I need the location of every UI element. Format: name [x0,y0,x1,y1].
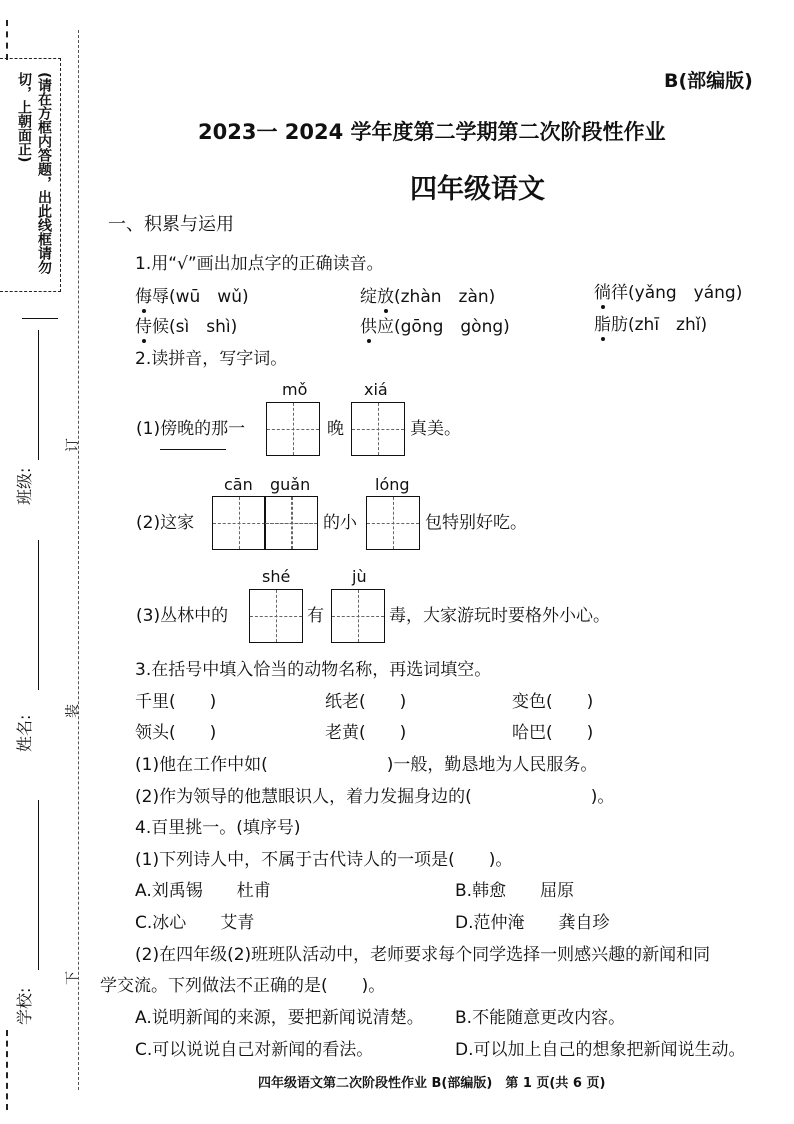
tianzige-box[interactable] [366,496,420,550]
q4-option[interactable]: B.韩愈 屈原 [455,881,575,901]
q4-p1[interactable]: (1)下列诗人中，不属于古代诗人的一项是( )。 [135,850,513,870]
school-field[interactable] [38,800,39,970]
q4-option[interactable]: A.刘禹锡 杜甫 [135,881,271,901]
q3-word[interactable]: 哈巴( ) [512,723,594,743]
tianzige-box[interactable] [264,496,318,550]
q3-word[interactable]: 变色( ) [512,692,594,712]
q4-option[interactable]: D.范仲淹 龚自珍 [455,913,610,933]
ding-mark: 订 [65,438,81,452]
cut-line [78,30,79,1090]
pinyin: jù [352,567,367,586]
section-heading: 一、积累与运用 [108,214,234,235]
tianzige-box[interactable] [331,589,385,643]
underline [160,449,226,450]
q4-p2-line2[interactable]: 学交流。下列做法不正确的是( )。 [100,976,386,996]
q2-s3-mid: 有 [307,606,324,626]
name-field[interactable] [38,540,39,690]
q3-word[interactable]: 千里( ) [135,692,217,712]
q3-sentence[interactable]: (2)作为领导的他慧眼识人，着力发掘身边的( )。 [135,787,615,807]
pinyin: lóng [375,475,410,494]
q1-prompt: 1.用“√”画出加点字的正确读音。 [135,254,384,274]
q2-s3-post: 毒，大家游玩时要格外小心。 [389,606,610,626]
q4-option[interactable]: C.冰心 艾青 [135,913,255,933]
q1-item[interactable]: 绽放(zhàn zàn) [360,287,496,307]
q2-s2-post: 包特别好吃。 [425,513,527,533]
tianzige-box[interactable] [351,402,405,456]
page-title: 2023一 2024 学年度第二学期第二次阶段性作业 [198,120,666,144]
q3-word[interactable]: 纸老( ) [325,692,407,712]
q1-item[interactable]: 脂肪(zhī zhǐ) [594,315,708,335]
zhuang-mark: 装 [65,704,81,718]
q2-s3-pre: (3)丛林中的 [136,606,229,626]
xia-mark: 下 [65,971,81,985]
q2-s2-mid: 的小 [323,513,357,533]
binding-instruction: (请在方框内答题，出此线框请勿切，上朝面正) [16,72,52,275]
q4-option[interactable]: A.说明新闻的来源，要把新闻说清楚。 [135,1008,424,1028]
class-label: 班级: [15,467,34,505]
pinyin: shé [262,567,291,586]
class-underline-top [22,318,58,319]
page-footer: 四年级语文第二次阶段性作业 B(部编版) 第 1 页(共 6 页) [258,1076,606,1091]
q2-s2-pre: (2)这家 [136,513,195,533]
q4-p2-line1: (2)在四年级(2)班班队活动中，老师要求每个同学选择一则感兴趣的新闻和同 [135,945,711,965]
q2-prompt: 2.读拼音，写字词。 [135,349,288,369]
q1-item[interactable]: 供应(gōng gòng) [360,317,510,337]
class-field[interactable] [38,330,39,460]
q2-s1-post: 真美。 [410,419,461,439]
q2-s1-pre: (1)傍晚的那一 [136,419,246,439]
q3-word[interactable]: 老黄( ) [325,723,407,743]
pinyin: xiá [364,380,388,399]
q1-item[interactable]: 徜徉(yǎng yáng) [594,283,743,303]
pinyin: cān [224,475,253,494]
q1-item[interactable]: 侍候(sì shì) [135,317,238,337]
q2-s1-mid: 晚 [327,419,344,439]
name-label: 姓名: [15,714,34,752]
q4-prompt: 4.百里挑一。(填序号) [135,818,301,838]
pinyin: guǎn [270,475,311,494]
page-subtitle: 四年级语文 [410,174,545,205]
q4-option[interactable]: B.不能随意更改内容。 [455,1008,626,1028]
q3-prompt: 3.在括号中填入恰当的动物名称，再选词填空。 [135,660,492,680]
q4-option[interactable]: C.可以说说自己对新闻的看法。 [135,1040,374,1060]
tianzige-box[interactable] [249,589,303,643]
school-label: 学校: [15,987,34,1025]
binding-dashes-top [6,20,8,60]
q4-option[interactable]: D.可以加上自己的想象把新闻说生动。 [455,1040,746,1060]
tianzige-box[interactable] [266,402,320,456]
q1-item[interactable]: 侮辱(wū wǔ) [135,287,249,307]
q3-sentence[interactable]: (1)他在工作中如( )一般，勤恳地为人民服务。 [135,755,598,775]
binding-dashes-bottom [6,1030,8,1110]
pinyin: mǒ [282,380,308,399]
edition-label: B(部编版) [664,70,753,92]
q3-word[interactable]: 领头( ) [135,723,217,743]
